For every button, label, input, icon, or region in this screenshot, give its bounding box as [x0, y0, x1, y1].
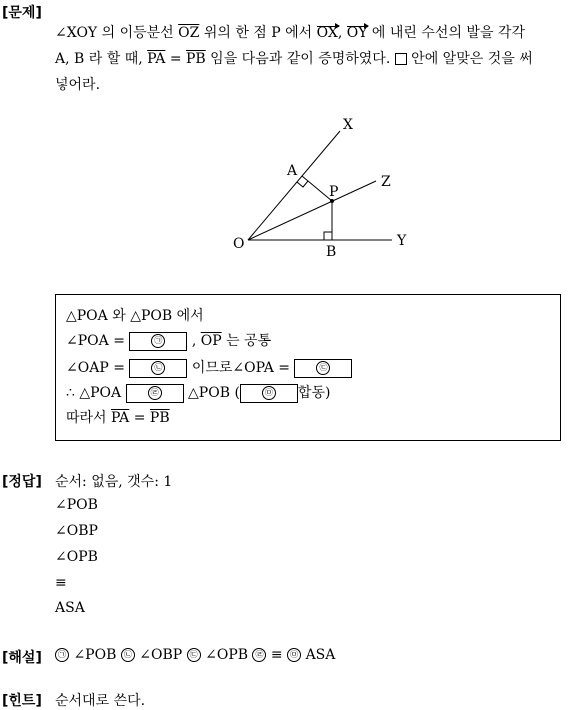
blank-2[interactable] — [129, 359, 187, 378]
explanation-part: ASA — [301, 647, 336, 663]
answer-label: [정답] — [2, 474, 42, 490]
proof-text: △POB ( — [183, 385, 240, 401]
label-y: Y — [397, 233, 407, 249]
circled-3-icon: ㉢ — [187, 648, 201, 662]
bisector-oz-line — [248, 181, 376, 240]
circled-5-icon: ㉤ — [287, 648, 301, 662]
answer-item-5: ASA — [55, 600, 85, 616]
explanation-part: ∠POB — [69, 647, 121, 663]
proof-text: 이므로∠OPA = — [187, 360, 295, 376]
ray-oy: OY — [346, 25, 368, 41]
proof-row-2 — [66, 331, 271, 351]
circled-5-icon: ㉤ — [262, 386, 276, 400]
segment-pa: $\overline{PA}$ — [147, 51, 166, 67]
problem-text: 임을 다음과 같이 증명하였다. — [205, 51, 395, 67]
blank-5[interactable] — [240, 384, 298, 403]
geometry-figure — [0, 0, 588, 290]
problem-text: 안에 알맞은 것을 써 — [406, 51, 533, 67]
label-o: O — [233, 236, 245, 252]
blank-3[interactable] — [294, 359, 352, 378]
explanation-part: ∠OBP — [134, 647, 187, 663]
answer-meta: 순서: 없음, 갯수: 1 — [55, 474, 173, 490]
problem-text: 위의 한 점 P 에서 — [199, 25, 317, 41]
answer-item-1: ∠POB — [55, 497, 98, 513]
answer-item-4: ≡ — [55, 575, 67, 591]
hint-text: 순서대로 쓴다. — [55, 693, 146, 709]
segment-op: $\overline{OP}$ — [200, 333, 222, 349]
proof-row-3 — [66, 358, 352, 378]
circled-4-icon: ㉣ — [148, 386, 162, 400]
perpendicular-pa — [302, 176, 332, 201]
problem-line-3: 넣어라. — [55, 77, 101, 93]
proof-text: 따라서 — [66, 410, 112, 426]
proof-text: ∠POA = — [66, 333, 130, 349]
blank-1[interactable] — [129, 332, 187, 351]
problem-text: ∠XOY 의 이등분선 — [55, 25, 179, 41]
circled-2-icon: ㉡ — [121, 648, 135, 662]
explanation-part: ≡ — [266, 647, 288, 663]
problem-text: = — [165, 51, 187, 67]
segment-pb: $\overline{PB}$ — [149, 410, 170, 426]
problem-text: 에 내린 수선의 발을 각각 — [367, 25, 525, 41]
proof-text: 는 공통 — [221, 333, 272, 349]
label-z: Z — [381, 174, 391, 190]
explanation-part: ∠OPB — [200, 647, 253, 663]
ray-ox-line — [248, 131, 340, 240]
problem-text: A, B 라 할 때, — [55, 51, 148, 67]
circled-4-icon: ㉣ — [252, 648, 266, 662]
blank-4[interactable] — [126, 384, 184, 403]
segment-oz: $\overline{OZ}$ — [178, 25, 200, 41]
explanation-label: [해설] — [2, 650, 42, 666]
label-b: B — [326, 244, 337, 260]
proof-row-1: △POA 와 △POB 에서 — [66, 308, 204, 324]
right-angle-b-icon — [324, 232, 332, 240]
proof-text: ∠OAP = — [66, 360, 130, 376]
ray-ox: OX — [316, 25, 338, 41]
label-a: A — [287, 163, 298, 179]
segment-pb: $\overline{PB}$ — [186, 51, 206, 67]
hint-label: [힌트] — [2, 693, 42, 709]
circled-3-icon: ㉢ — [316, 361, 330, 375]
circled-1-icon: ㉠ — [151, 334, 165, 348]
circled-1-icon: ㉠ — [55, 648, 69, 662]
answer-item-2: ∠OBP — [55, 523, 98, 539]
proof-text: ∴ △POA — [66, 385, 126, 401]
circled-2-icon: ㉡ — [151, 361, 165, 375]
proof-row-4 — [66, 383, 330, 403]
answer-item-3: ∠OPB — [55, 549, 98, 565]
proof-text: = — [129, 410, 150, 426]
proof-text: 합동) — [297, 385, 331, 401]
segment-pa: $\overline{PA}$ — [111, 410, 130, 426]
proof-row-5 — [66, 408, 170, 428]
label-p: P — [329, 184, 339, 200]
problem-text: , — [337, 25, 347, 41]
proof-text: , — [187, 333, 201, 349]
problem-label: [문제] — [2, 5, 42, 21]
right-angle-a-icon — [297, 181, 308, 187]
label-x: X — [343, 117, 353, 133]
explanation-text — [55, 647, 335, 663]
